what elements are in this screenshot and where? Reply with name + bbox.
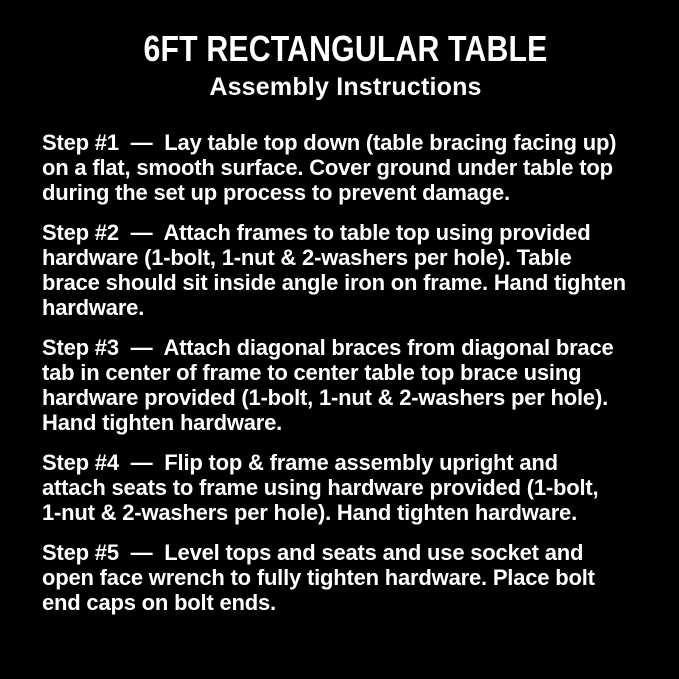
step-paragraph [42, 130, 649, 205]
step-line: tab in center of frame to center table top brace using [42, 360, 582, 385]
step-line: open face wrench to fully tighten hardware. Place bolt [42, 565, 595, 590]
step-paragraph [42, 540, 649, 615]
steps-list [42, 130, 649, 615]
step-paragraph [42, 335, 649, 435]
step-line: 1-nut & 2-washers per hole). Hand tighten hardware. [42, 500, 577, 525]
step-line: hardware. [42, 295, 145, 320]
page-title: 6FT RECTANGULAR TABLE [143, 28, 548, 69]
step-line: end caps on bolt ends. [42, 590, 276, 615]
step-line: on a flat, smooth surface. Cover ground under table top [42, 155, 613, 180]
step-line: attach seats to frame using hardware provided (1-bolt, [42, 475, 599, 500]
step-line: hardware (1-bolt, 1-nut & 2-washers per hole). Table [42, 245, 572, 270]
step-line: hardware provided (1-bolt, 1-nut & 2-washers per hole). [42, 385, 608, 410]
step-line: Step #1 — Lay table top down (table bracing facing up) [42, 130, 617, 155]
step-line: Step #2 — Attach frames to table top using provided [42, 220, 591, 245]
step-line: Hand tighten hardware. [42, 410, 283, 435]
step-line: Step #4 — Flip top & frame assembly upright and [42, 450, 558, 475]
step-paragraph [42, 220, 649, 320]
step-line: Step #5 — Level tops and seats and use socket and [42, 540, 584, 565]
page-subtitle: Assembly Instructions [209, 73, 482, 101]
step-paragraph [42, 450, 649, 525]
step-line: during the set up process to prevent damage. [42, 180, 510, 205]
step-line: Step #3 — Attach diagonal braces from diagonal brace [42, 335, 614, 360]
step-line: brace should sit inside angle iron on frame. Hand tighten [42, 270, 626, 295]
